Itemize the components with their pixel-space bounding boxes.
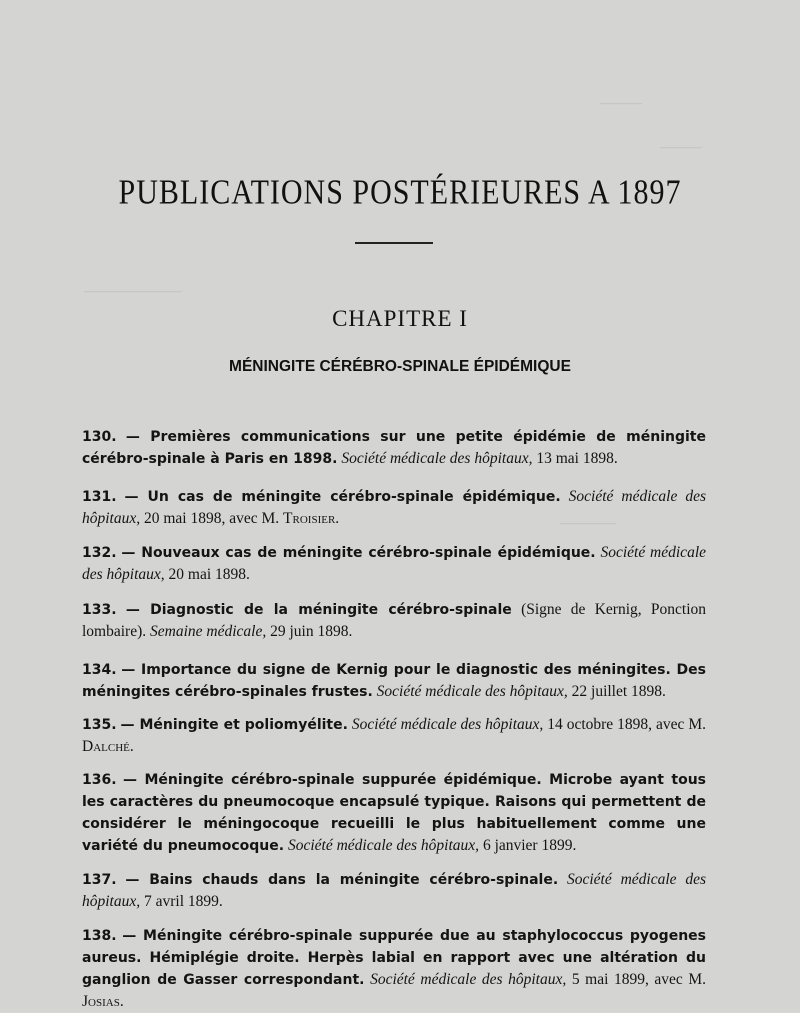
entry-title: — Méningite et poliomyélite. [120, 717, 348, 733]
entry-journal: Société médicale des hôpitaux, [287, 837, 480, 854]
entry-details: 22 juillet 1898. [571, 683, 666, 700]
list-item [82, 925, 706, 1013]
publication-list [82, 426, 706, 1013]
entry-title: — Méningite cérébro-spinale suppurée due au staphylococcus pyogenes aureus. Hémiplégie droite. Herpès labial en rapport avec une altération du ganglion de Gasser correspondant. [82, 928, 706, 988]
entry-number: 136. [82, 772, 117, 788]
list-item [82, 869, 706, 925]
entry-number: 135. [82, 717, 117, 733]
entry-journal: Société médicale des hôpitaux, [82, 871, 706, 910]
entry-journal: Société médicale des hôpitaux, [82, 544, 707, 583]
entry-author: Dalché. [82, 738, 134, 755]
entry-details: 14 octobre 1898, avec M. [547, 716, 707, 733]
entry-details: 5 mai 1899, avec M. [571, 971, 707, 988]
entry-details: 29 juin 1898. [270, 623, 353, 640]
list-item [82, 542, 706, 599]
entry-number: 138. [82, 928, 117, 944]
entry-title: — Importance du signe de Kernig pour le diagnostic des méningites. Des méningites cérébro-spinales frustes. [82, 662, 707, 700]
entry-number: 134. [82, 662, 117, 678]
entry-title: — Nouveaux cas de méningite cérébro-spinale épidémique. [121, 545, 596, 561]
entry-title: — Méningite cérébro-spinale suppurée épidémique. Microbe ayant tous les caractères du pneumocoque encapsulé typique. Raisons qui permettent de considérer le méningocoque recueilli le plus habituellement comme une variété du pneumocoque. [82, 772, 706, 854]
entry-details: 20 mai 1898, avec M. [144, 510, 280, 527]
entry-title: — Premières communications sur une petite épidémie de méningite cérébro-spinale à Paris en 1898. [82, 429, 706, 467]
entry-details: 20 mai 1898. [168, 566, 250, 583]
entry-journal: Société médicale des hôpitaux, [82, 488, 707, 527]
page-title: PUBLICATIONS POSTÉRIEURES A 1897 [118, 173, 682, 212]
entry-title: — Un cas de méningite cérébro-spinale épidémique. [124, 489, 561, 505]
entry-journal: Semaine médicale, [150, 623, 267, 640]
section-subtitle: MÉNINGITE CÉRÉBRO-SPINALE ÉPIDÉMIQUE [229, 358, 571, 375]
entry-author: Troisier. [283, 510, 340, 527]
entry-number: 132. [82, 545, 117, 561]
entry-title: — Diagnostic de la méningite cérébro-spinale [125, 602, 512, 618]
list-item [82, 426, 706, 486]
entry-number: 130. [82, 429, 117, 445]
entry-journal: Société médicale des hôpitaux, [341, 450, 533, 467]
bleed-through-texture: ———— [560, 516, 616, 531]
bleed-through-texture: ——— [660, 140, 702, 155]
entry-number: 137. [82, 872, 117, 888]
entry-details: 7 avril 1899. [144, 893, 223, 910]
entry-journal: Société médicale des hôpitaux, [376, 683, 568, 700]
list-item [82, 714, 706, 769]
bleed-through-texture: ——————— [84, 284, 182, 299]
entry-author: Josias. [82, 993, 124, 1010]
list-item [82, 769, 706, 869]
entry-number: 133. [82, 602, 117, 618]
list-item [82, 599, 706, 659]
entry-subject: (Signe de Kernig, Ponction lombaire). [82, 601, 707, 640]
entry-details: 6 janvier 1899. [482, 837, 577, 854]
entry-journal: Société médicale des hôpitaux, [370, 971, 567, 988]
entry-number: 131. [82, 489, 117, 505]
bleed-through-texture: ——— [600, 96, 642, 111]
entry-title: — Bains chauds dans la méningite cérébro-spinale. [125, 872, 559, 888]
list-item [82, 486, 706, 542]
entry-details: 13 mai 1898. [536, 450, 618, 467]
list-item [82, 659, 706, 714]
chapter-heading: CHAPITRE I [332, 306, 468, 331]
title-divider [355, 242, 433, 244]
entry-journal: Société médicale des hôpitaux, [351, 716, 544, 733]
